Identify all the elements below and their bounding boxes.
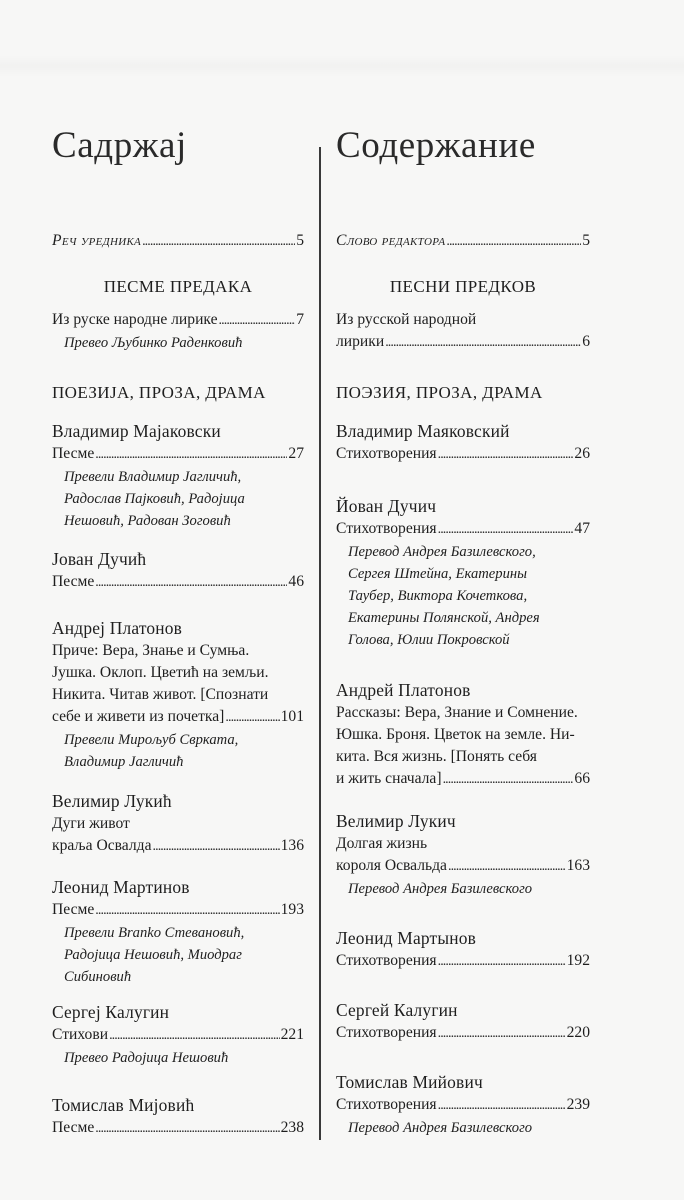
translator-credit: Таубер, Виктора Кочеткова, [348, 588, 528, 604]
toc-entry-author[interactable] [336, 419, 590, 466]
translator-credit: Превели Мирољуб Сврката, [64, 732, 239, 748]
toc-entry-author[interactable] [52, 547, 304, 594]
toc-entry-editor[interactable] [336, 230, 590, 253]
translator-credit: Сергея Штейна, Екатерины [348, 566, 527, 582]
toc-entry-author[interactable] [52, 616, 304, 773]
entry-title: Реч уредника [52, 232, 142, 249]
author-name: Велимир Лукич [336, 811, 456, 831]
entry-title: Стихотворения [336, 520, 437, 537]
translator-credit: Радојица Нешовић, Миодраг [64, 947, 242, 963]
toc-entry-editor[interactable] [52, 230, 304, 253]
page-number: 136 [280, 837, 304, 854]
entry-title: Дуги живот [52, 815, 130, 832]
entry-title: кита. Вся жизнь. [Понять себя [336, 748, 537, 765]
translator-credit: Превели Владимир Јагличић, [64, 469, 242, 485]
toc-entry-author[interactable] [52, 1093, 304, 1140]
page-number: 193 [280, 901, 304, 918]
entry-title: Јушка. Оклоп. Цветић на земљи. [52, 664, 269, 681]
author-name: Йован Дучич [336, 496, 437, 516]
dot-leader [443, 769, 574, 791]
entry-title: Стихотворения [336, 445, 437, 462]
dot-leader [438, 1023, 566, 1045]
toc-title: Садржај [52, 125, 187, 166]
entry-title: Рассказы: Вера, Знание и Сомнение. [336, 704, 578, 721]
entry-title: Песме [52, 445, 95, 462]
dot-leader [219, 310, 296, 332]
entry-title: короля Освальда [336, 857, 447, 874]
page-number: 220 [566, 1024, 590, 1041]
page-number: 7 [296, 311, 304, 328]
dot-leader [446, 231, 581, 253]
column-divider [319, 147, 321, 1140]
toc-entry-folk[interactable] [52, 309, 304, 354]
toc-entry-author[interactable] [336, 809, 590, 900]
author-name: Владимир Мајаковски [52, 421, 221, 441]
author-name: Леонид Мартинов [52, 877, 190, 897]
dot-leader [95, 444, 287, 466]
translator-credit: Перевод Андрея Базилевского [348, 1120, 533, 1136]
dot-leader [153, 836, 280, 858]
author-name: Томислав Мийович [336, 1072, 483, 1092]
author-name: Владимир Маяковский [336, 421, 510, 441]
entry-title: Песме [52, 1119, 95, 1136]
section-heading-poetry: ПОЕЗИЈА, ПРОЗА, ДРАМА [52, 383, 266, 402]
toc-entry-author[interactable] [336, 678, 590, 791]
author-name: Андреј Платонов [52, 618, 183, 638]
entry-title: Приче: Вера, Знање и Сумња. [52, 642, 250, 659]
dot-leader [438, 951, 566, 973]
author-name: Јован Дучић [52, 549, 147, 569]
translator-credit: Превео Радојица Нешовић [64, 1050, 229, 1066]
toc-entry-author[interactable] [336, 926, 590, 973]
entry-title: Слово редактора [336, 232, 446, 249]
toc-title: Содержание [336, 125, 536, 166]
entry-title: Юшка. Броня. Цветок на земле. Ни- [336, 726, 575, 743]
translator-credit: Нешовић, Радован Зоговић [64, 513, 231, 529]
dot-leader [95, 900, 279, 922]
translator-credit: Перевод Андрея Базилевского, [348, 544, 536, 560]
page-number: 192 [566, 952, 590, 969]
entry-title: Стихотворения [336, 1096, 437, 1113]
toc-entry-author[interactable] [336, 494, 590, 651]
entry-title: Из русской народной [336, 311, 477, 328]
toc-entry-author[interactable] [336, 998, 590, 1045]
author-name: Томислав Мијовић [52, 1095, 195, 1115]
dot-leader [438, 444, 574, 466]
translator-credit: Екатерины Полянской, Андрея [348, 610, 540, 626]
entry-title: себе и живети из почетка] [52, 708, 225, 725]
entry-title: краља Освалда [52, 837, 152, 854]
translator-credit: Превео Љубинко Раденковић [64, 335, 243, 351]
toc-entry-author[interactable] [52, 789, 304, 858]
toc-entry-author[interactable] [52, 419, 304, 532]
dot-leader [95, 572, 287, 594]
toc-entry-author[interactable] [52, 1000, 304, 1069]
dot-leader [385, 332, 581, 354]
author-name: Велимир Лукић [52, 791, 172, 811]
page-number: 101 [280, 708, 304, 725]
dot-leader [438, 1095, 566, 1117]
entry-title: лирики [336, 333, 385, 350]
entry-title: Песме [52, 901, 95, 918]
author-name: Леонид Мартынов [336, 928, 477, 948]
page-number: 6 [582, 333, 590, 350]
dot-leader [109, 1025, 280, 1047]
translator-credit: Радослав Пајковић, Радојица [64, 491, 245, 507]
dot-leader [225, 707, 279, 729]
entry-title: и жить сначала] [336, 770, 442, 787]
entry-title: Стихотворения [336, 1024, 437, 1041]
page-number: 238 [280, 1119, 304, 1136]
toc-column-serbian [52, 0, 304, 1200]
page-number: 239 [566, 1096, 590, 1113]
translator-credit: Превели Branko Стевановић, [64, 925, 245, 941]
entry-title: Никита. Читав живот. [Спознати [52, 686, 269, 703]
toc-entry-author[interactable] [52, 875, 304, 988]
page-number: 66 [574, 770, 590, 787]
entry-title: Стихотворения [336, 952, 437, 969]
entry-title: Из руске народне лирике [52, 311, 218, 328]
entry-title: Стихови [52, 1026, 109, 1043]
page-number: 5 [582, 232, 590, 249]
toc-entry-author[interactable] [336, 1070, 590, 1139]
section-heading-ancestors: ПЕСНИ ПРЕДКОВ [389, 277, 537, 296]
entry-title: Песме [52, 573, 95, 590]
page-number: 46 [288, 573, 304, 590]
author-name: Андрей Платонов [336, 680, 471, 700]
page-number: 26 [574, 445, 590, 462]
dot-leader [438, 519, 574, 541]
section-heading-ancestors: ПЕСМЕ ПРЕДАКА [103, 277, 253, 296]
dot-leader [95, 1118, 279, 1140]
section-heading-poetry: ПОЭЗИЯ, ПРОЗА, ДРАМА [336, 383, 543, 402]
page-number: 47 [574, 520, 590, 537]
translator-credit: Голова, Юлии Покровской [348, 632, 510, 648]
dot-leader [448, 856, 566, 878]
dot-leader [142, 231, 295, 253]
author-name: Сергей Калугин [336, 1000, 458, 1020]
translator-credit: Перевод Андрея Базилевского [348, 881, 533, 897]
author-name: Сергеј Калугин [52, 1002, 170, 1022]
toc-column-russian [336, 0, 590, 1200]
toc-entry-folk[interactable] [336, 309, 590, 354]
translator-credit: Сибиновић [64, 969, 132, 985]
translator-credit: Владимир Јагличић [64, 754, 184, 770]
page-number: 163 [566, 857, 590, 874]
page-number: 5 [296, 232, 304, 249]
entry-title: Долгая жизнь [336, 835, 428, 852]
page-number: 221 [280, 1026, 304, 1043]
page-number: 27 [288, 445, 304, 462]
